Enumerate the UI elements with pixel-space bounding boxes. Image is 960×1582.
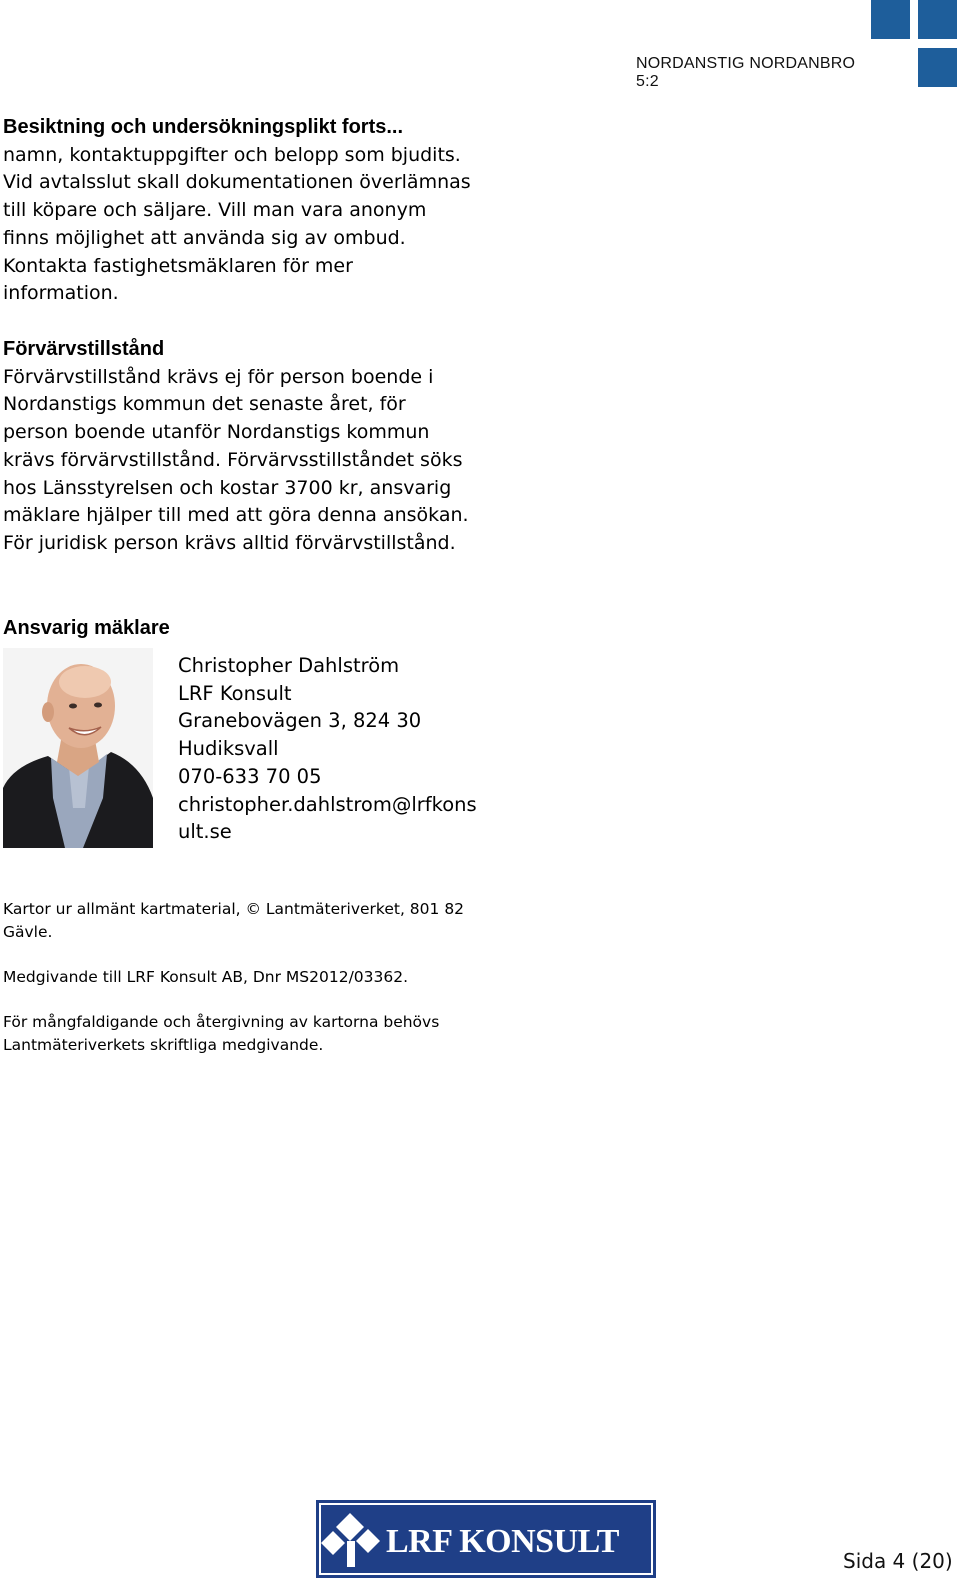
section-heading-forvarvstillstand: Förvärvstillstånd	[3, 338, 165, 360]
body-line: information.	[3, 282, 119, 305]
body-line: person boende utanför Nordanstigs kommun	[3, 421, 430, 444]
page-number: Sida 4 (20)	[843, 1549, 953, 1573]
agent-phone[interactable]: 070-633 70 05	[178, 764, 322, 788]
agent-street-address: Granebovägen 3, 824 30	[178, 709, 422, 733]
lrf-konsult-logo	[316, 1500, 656, 1578]
body-line: För juridisk person krävs alltid förvärvstillstånd.	[3, 531, 456, 554]
body-line: Förvärvstillstånd krävs ej för person boende i	[3, 365, 434, 388]
section-besiktning	[3, 114, 473, 308]
agent-email-part-1[interactable]: christopher.dahlstrom@lrfkons	[178, 792, 477, 816]
agent-contact-details	[178, 652, 478, 846]
agent-portrait-photo	[3, 648, 153, 848]
agent-name: Christopher Dahlström	[178, 654, 400, 677]
body-line: till köpare och säljare. Vill man vara anonym	[3, 199, 427, 222]
brand-square-top-left	[871, 0, 910, 39]
credits-line: Medgivande till LRF Konsult AB, Dnr MS2012/03362.	[3, 968, 409, 986]
body-line: Nordanstigs kommun det senaste året, för	[3, 393, 406, 416]
document-header-title: NORDANSTIG NORDANBRO 5:2	[636, 55, 856, 90]
agent-email-part-2[interactable]: ult.se	[178, 820, 232, 844]
body-line: finns möjlighet att använda sig av ombud.	[3, 226, 406, 249]
body-line: hos Länsstyrelsen och kostar 3700 kr, ansvarig	[3, 476, 452, 499]
credits-line: Gävle.	[3, 922, 53, 941]
section-forvarvstillstand	[3, 336, 473, 558]
body-line: mäklare hjälper till med att göra denna ansökan.	[3, 504, 469, 527]
svg-text:LRF KONSULT: LRF KONSULT	[386, 1523, 619, 1560]
body-line: Kontakta fastighetsmäklaren för mer	[3, 254, 353, 277]
credits-line: Lantmäteriverkets skriftliga medgivande.	[3, 1035, 324, 1054]
map-credits	[3, 898, 464, 943]
credits-line: Kartor ur allmänt kartmaterial, © Lantmäteriverket, 801 82	[3, 900, 465, 918]
section-heading-besiktning: Besiktning och undersökningsplikt forts...	[3, 116, 404, 138]
brand-square-bottom-right	[918, 48, 957, 87]
agent-company: LRF Konsult	[178, 681, 292, 705]
agent-city: Hudiksvall	[178, 737, 279, 761]
section-heading-ansvarig-maklare: Ansvarig mäklare	[3, 617, 170, 639]
body-line: Vid avtalsslut skall dokumentationen överlämnas	[3, 171, 471, 194]
credits-line: För mångfaldigande och återgivning av kartorna behövs	[3, 1013, 440, 1031]
map-reproduction-notice	[3, 1011, 439, 1056]
body-line: namn, kontaktuppgifter och belopp som bjudits.	[3, 143, 461, 166]
map-permission	[3, 966, 408, 989]
body-line: krävs förvärvstillstånd. Förvärvsstillståndet söks	[3, 448, 463, 471]
brand-square-top-right	[918, 0, 957, 39]
